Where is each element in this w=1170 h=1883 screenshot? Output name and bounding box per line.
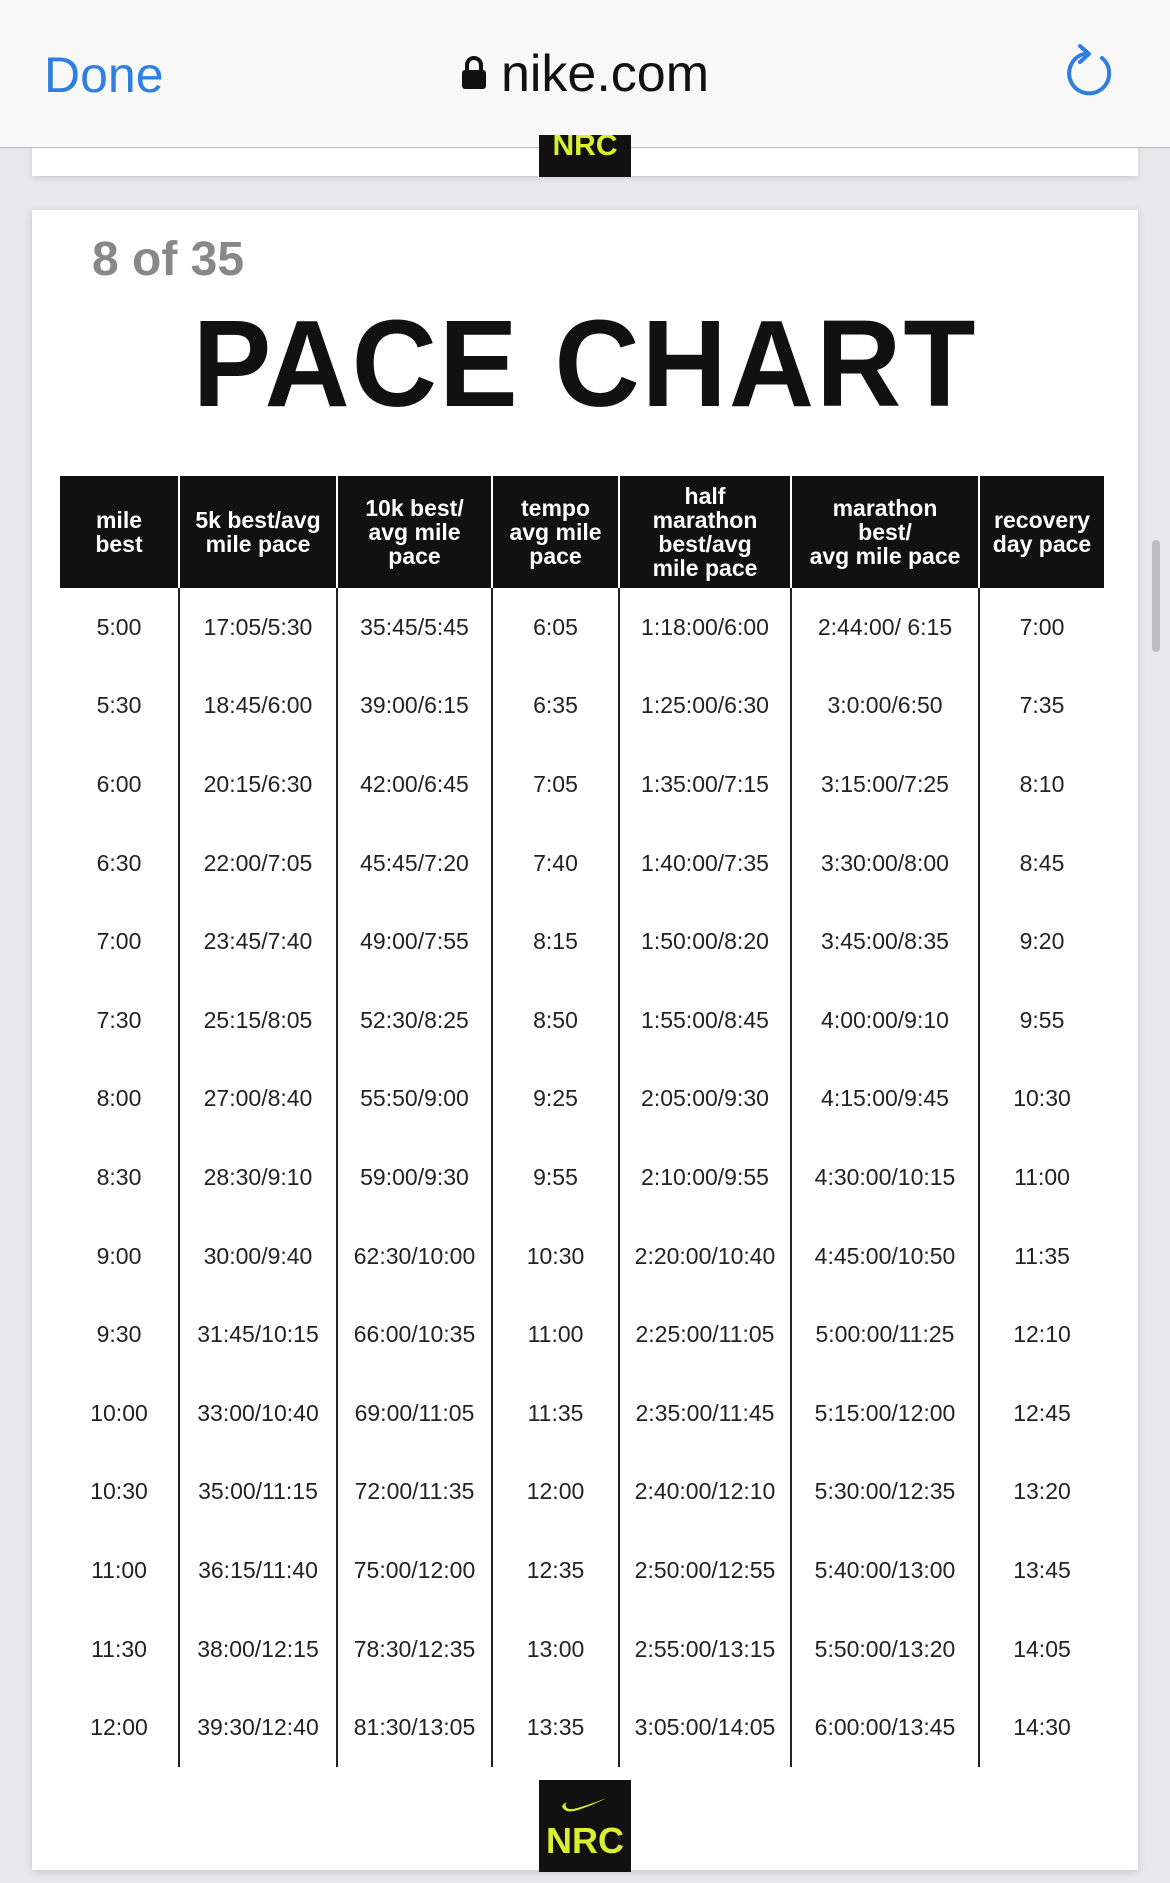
- table-row: [60, 1688, 1104, 1767]
- column-header-line: best/: [858, 519, 912, 545]
- table-cell: 7:30: [96, 1006, 142, 1033]
- scrollbar[interactable]: [1152, 540, 1160, 652]
- table-row: [60, 1610, 1104, 1689]
- column-header-line: mile pace: [205, 531, 311, 557]
- table-cell: 7:35: [979, 667, 1104, 746]
- table-cell: 45:45/7:20: [337, 824, 492, 903]
- table-cell: 22:00/7:05: [179, 824, 337, 903]
- table-cell: 1:55:00/8:45: [619, 981, 791, 1060]
- table-cell: 9:25: [492, 1060, 619, 1139]
- table-cell: 6:00: [96, 770, 142, 797]
- table-cell: 12:45: [979, 1374, 1104, 1453]
- table-cell: 10:30: [90, 1478, 148, 1505]
- table-cell: 2:25:00/11:05: [619, 1295, 791, 1374]
- column-header-line: avg mile: [509, 519, 602, 545]
- table-cell: 75:00/12:00: [337, 1531, 492, 1610]
- table-cell: 11:30: [91, 1635, 147, 1662]
- table-cell: 12:00: [492, 1453, 619, 1532]
- table-cell: 2:55:00/13:15: [619, 1610, 791, 1689]
- table-cell: 2:20:00/10:40: [619, 1217, 791, 1296]
- table-cell: 18:45/6:00: [179, 667, 337, 746]
- table-row: [60, 667, 1104, 746]
- table-cell: 2:40:00/12:10: [619, 1453, 791, 1532]
- nrc-logo-text: NRC: [552, 135, 618, 162]
- table-cell: 8:10: [979, 745, 1104, 824]
- table-header-row: [60, 476, 1104, 588]
- table-cell: 4:00:00/9:10: [791, 981, 979, 1060]
- table-row: [60, 902, 1104, 981]
- table-cell: 66:00/10:35: [337, 1295, 492, 1374]
- table-cell: 3:45:00/8:35: [791, 902, 979, 981]
- table-cell: 13:45: [979, 1531, 1104, 1610]
- table-cell: 8:15: [492, 902, 619, 981]
- table-cell: 8:00: [96, 1085, 142, 1112]
- column-header-line: 10k best/: [365, 495, 464, 521]
- table-cell: 9:00: [96, 1242, 142, 1269]
- table-cell: 9:55: [492, 1138, 619, 1217]
- column-header-line: marathon: [832, 495, 938, 521]
- column-header: [979, 476, 1104, 588]
- table-cell: 3:15:00/7:25: [791, 745, 979, 824]
- table-cell: 13:20: [979, 1453, 1104, 1532]
- table-row: [60, 1138, 1104, 1217]
- table-cell: 7:00: [96, 928, 142, 955]
- table-cell: 5:30:00/12:35: [791, 1453, 979, 1532]
- table-cell: 6:35: [492, 667, 619, 746]
- table-cell: 13:35: [492, 1688, 619, 1767]
- table-cell: 7:05: [492, 745, 619, 824]
- table-cell: 49:00/7:55: [337, 902, 492, 981]
- lock-icon: [461, 43, 487, 103]
- table-cell: 12:10: [979, 1295, 1104, 1374]
- table-cell: 14:30: [979, 1688, 1104, 1767]
- table-cell: 62:30/10:00: [337, 1217, 492, 1296]
- table-cell: 39:30/12:40: [179, 1688, 337, 1767]
- table-cell: 4:15:00/9:45: [791, 1060, 979, 1139]
- table-cell: 7:40: [492, 824, 619, 903]
- table-cell: 9:30: [96, 1321, 142, 1348]
- table-cell: 12:00: [90, 1714, 148, 1741]
- table-cell: 72:00/11:35: [337, 1453, 492, 1532]
- column-header-line: best/avg: [658, 531, 752, 557]
- column-header: [337, 476, 492, 588]
- table-cell: 36:15/11:40: [179, 1531, 337, 1610]
- column-header-line: mile pace: [652, 555, 758, 581]
- table-cell: 4:45:00/10:50: [791, 1217, 979, 1296]
- column-header-line: tempo: [521, 495, 590, 521]
- browser-toolbar: [0, 0, 1170, 148]
- table-cell: 8:45: [979, 824, 1104, 903]
- table-cell: 20:15/6:30: [179, 745, 337, 824]
- table-cell: 39:00/6:15: [337, 667, 492, 746]
- column-header: [619, 476, 791, 588]
- column-header: [791, 476, 979, 588]
- table-cell: 81:30/13:05: [337, 1688, 492, 1767]
- table-cell: 14:05: [979, 1610, 1104, 1689]
- table-cell: 8:30: [96, 1163, 142, 1190]
- table-cell: 5:00:00/11:25: [791, 1295, 979, 1374]
- table-row: [60, 1217, 1104, 1296]
- column-header: [179, 476, 337, 588]
- table-cell: 8:50: [492, 981, 619, 1060]
- table-cell: 5:50:00/13:20: [791, 1610, 979, 1689]
- table-cell: 6:05: [492, 588, 619, 667]
- table-row: [60, 1453, 1104, 1532]
- nrc-logo-text: NRC: [546, 1820, 624, 1861]
- table-cell: 30:00/9:40: [179, 1217, 337, 1296]
- table-cell: 11:00: [492, 1295, 619, 1374]
- table-cell: 11:00: [91, 1556, 147, 1583]
- table-cell: 35:45/5:45: [337, 588, 492, 667]
- page-title: PACE CHART: [192, 294, 978, 434]
- table-cell: 11:35: [979, 1217, 1104, 1296]
- table-body: [60, 588, 1104, 1767]
- url-text: nike.com: [500, 45, 710, 103]
- table-cell: 1:40:00/7:35: [619, 824, 791, 903]
- table-cell: 11:35: [492, 1374, 619, 1453]
- column-header: [492, 476, 619, 588]
- nrc-logo-previous: [539, 135, 631, 177]
- table-row: [60, 745, 1104, 824]
- reload-icon[interactable]: [1062, 42, 1118, 107]
- table-cell: 52:30/8:25: [337, 981, 492, 1060]
- table-row: [60, 1531, 1104, 1610]
- table-cell: 6:30: [96, 849, 142, 876]
- table-cell: 7:00: [979, 588, 1104, 667]
- table-row: [60, 981, 1104, 1060]
- table-row: [60, 824, 1104, 903]
- column-header-line: recovery: [994, 507, 1090, 533]
- table-cell: 10:00: [90, 1399, 148, 1426]
- column-header-line: mile: [95, 507, 143, 533]
- table-cell: 3:30:00/8:00: [791, 824, 979, 903]
- table-cell: 10:30: [492, 1217, 619, 1296]
- column-header: [60, 476, 179, 588]
- table-cell: 2:50:00/12:55: [619, 1531, 791, 1610]
- table-row: [60, 1060, 1104, 1139]
- table-cell: 31:45/10:15: [179, 1295, 337, 1374]
- page-counter: 8 of 35: [92, 233, 245, 286]
- column-header-line: pace: [529, 543, 582, 569]
- table-cell: 28:30/9:10: [179, 1138, 337, 1217]
- table-cell: 69:00/11:05: [337, 1374, 492, 1453]
- table-cell: 27:00/8:40: [179, 1060, 337, 1139]
- table-cell: 17:05/5:30: [179, 588, 337, 667]
- table-cell: 5:30: [96, 692, 142, 719]
- table-cell: 13:00: [492, 1610, 619, 1689]
- pace-table: [60, 476, 1104, 1767]
- table-row: [60, 588, 1104, 667]
- table-cell: 1:35:00/7:15: [619, 745, 791, 824]
- table-cell: 25:15/8:05: [179, 981, 337, 1060]
- table-cell: 3:05:00/14:05: [619, 1688, 791, 1767]
- table-row: [60, 1374, 1104, 1453]
- table-cell: 38:00/12:15: [179, 1610, 337, 1689]
- column-header-line: 5k best/avg: [195, 507, 321, 533]
- column-header-line: pace: [388, 543, 441, 569]
- table-cell: 42:00/6:45: [337, 745, 492, 824]
- column-header-line: day pace: [992, 531, 1092, 557]
- table-cell: 55:50/9:00: [337, 1060, 492, 1139]
- table-cell: 1:18:00/6:00: [619, 588, 791, 667]
- table-cell: 23:45/7:40: [179, 902, 337, 981]
- column-header-line: marathon: [652, 507, 758, 533]
- column-header-line: avg mile: [368, 519, 461, 545]
- address-bar[interactable]: [0, 44, 1170, 107]
- table-cell: 4:30:00/10:15: [791, 1138, 979, 1217]
- table-row: [60, 1295, 1104, 1374]
- table-cell: 5:00: [96, 613, 142, 640]
- table-cell: 1:25:00/6:30: [619, 667, 791, 746]
- table-cell: 2:10:00/9:55: [619, 1138, 791, 1217]
- column-header-line: best: [95, 531, 143, 557]
- table-cell: 2:44:00/ 6:15: [791, 588, 979, 667]
- table-cell: 12:35: [492, 1531, 619, 1610]
- table-cell: 33:00/10:40: [179, 1374, 337, 1453]
- table-cell: 78:30/12:35: [337, 1610, 492, 1689]
- column-header-line: avg mile pace: [809, 543, 961, 569]
- table-cell: 6:00:00/13:45: [791, 1688, 979, 1767]
- table-cell: 11:00: [979, 1138, 1104, 1217]
- table-cell: 59:00/9:30: [337, 1138, 492, 1217]
- nrc-logo: [539, 1780, 631, 1872]
- column-header-line: half: [684, 483, 726, 509]
- table-cell: 3:0:00/6:50: [791, 667, 979, 746]
- table-cell: 9:20: [979, 902, 1104, 981]
- table-cell: 2:35:00/11:45: [619, 1374, 791, 1453]
- table-cell: 1:50:00/8:20: [619, 902, 791, 981]
- table-cell: 5:40:00/13:00: [791, 1531, 979, 1610]
- table-cell: 2:05:00/9:30: [619, 1060, 791, 1139]
- table-cell: 35:00/11:15: [179, 1453, 337, 1532]
- table-cell: 9:55: [979, 981, 1104, 1060]
- table-cell: 10:30: [979, 1060, 1104, 1139]
- swoosh-icon: [561, 1794, 609, 1814]
- table-cell: 5:15:00/12:00: [791, 1374, 979, 1453]
- done-button[interactable]: Done: [44, 47, 164, 103]
